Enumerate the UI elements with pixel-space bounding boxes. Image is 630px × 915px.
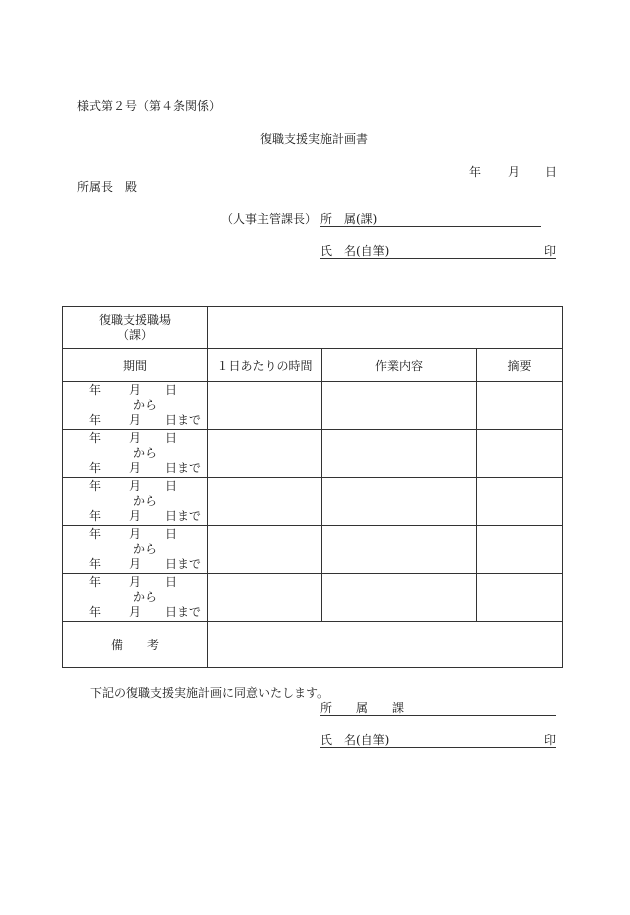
remarks-cell[interactable] — [477, 526, 563, 574]
header-row — [63, 349, 563, 382]
remarks-cell[interactable] — [477, 382, 563, 430]
table-row — [63, 382, 563, 430]
table-row — [63, 526, 563, 574]
table-row — [63, 574, 563, 622]
period-cell[interactable]: 年 月 日 から 年 月 日まで — [63, 382, 208, 430]
hours-cell[interactable] — [208, 430, 322, 478]
work-header: 作業内容 — [322, 349, 477, 382]
date-month-label: 月 — [508, 165, 521, 179]
applicant-dept-field[interactable] — [320, 212, 541, 227]
consent-dept-label: 所 属 課 — [320, 701, 405, 715]
document-title: 復職支援実施計画書 — [260, 132, 369, 146]
workplace-label: 復職支援職場 — [98, 312, 171, 327]
consent-text: 下記の復職支援実施計画に同意いたします。 — [90, 686, 330, 700]
biko-label: 備 考 — [63, 622, 208, 668]
consent-seal: 印 — [543, 733, 556, 747]
hours-cell[interactable] — [208, 478, 322, 526]
workplace-label-cell — [63, 307, 208, 349]
applicant-role: （人事主管課長） — [221, 212, 318, 226]
work-cell[interactable] — [322, 526, 477, 574]
date-year-label: 年 — [469, 165, 482, 179]
workplace-row — [63, 307, 563, 349]
biko-input-cell[interactable] — [208, 622, 563, 668]
remarks-header: 摘要 — [477, 349, 563, 382]
period-cell[interactable]: 年 月 日 から 年 月 日まで — [63, 526, 208, 574]
work-cell[interactable] — [322, 430, 477, 478]
work-cell[interactable] — [322, 574, 477, 622]
consent-name-field[interactable] — [320, 733, 556, 748]
hours-cell[interactable] — [208, 526, 322, 574]
remarks-cell[interactable] — [477, 574, 563, 622]
applicant-seal: 印 — [543, 244, 556, 258]
remarks-cell[interactable] — [477, 430, 563, 478]
workplace-sub-label: （課） — [116, 327, 153, 342]
plan-table — [62, 306, 563, 668]
date-day-label: 日 — [545, 165, 558, 179]
addressee: 所属長 殿 — [77, 180, 138, 194]
consent-dept-field[interactable] — [320, 701, 556, 716]
period-cell[interactable]: 年 月 日 から 年 月 日まで — [63, 478, 208, 526]
period-cell[interactable]: 年 月 日 から 年 月 日まで — [63, 574, 208, 622]
consent-name-label: 氏 名(自筆) — [320, 733, 390, 747]
applicant-name-field[interactable] — [320, 244, 556, 259]
applicant-name-label: 氏 名(自筆) — [320, 244, 390, 258]
work-cell[interactable] — [322, 382, 477, 430]
biko-row — [63, 622, 563, 668]
table-row — [63, 478, 563, 526]
work-cell[interactable] — [322, 478, 477, 526]
workplace-input-cell[interactable] — [208, 307, 563, 349]
hours-cell[interactable] — [208, 574, 322, 622]
form-number: 様式第２号（第４条関係） — [77, 99, 222, 113]
period-cell[interactable]: 年 月 日 から 年 月 日まで — [63, 430, 208, 478]
remarks-cell[interactable] — [477, 478, 563, 526]
period-header: 期間 — [63, 349, 208, 382]
hours-cell[interactable] — [208, 382, 322, 430]
hours-header: １日あたりの時間 — [208, 349, 322, 382]
applicant-dept-label: 所 属(課) — [320, 212, 378, 226]
table-row — [63, 430, 563, 478]
